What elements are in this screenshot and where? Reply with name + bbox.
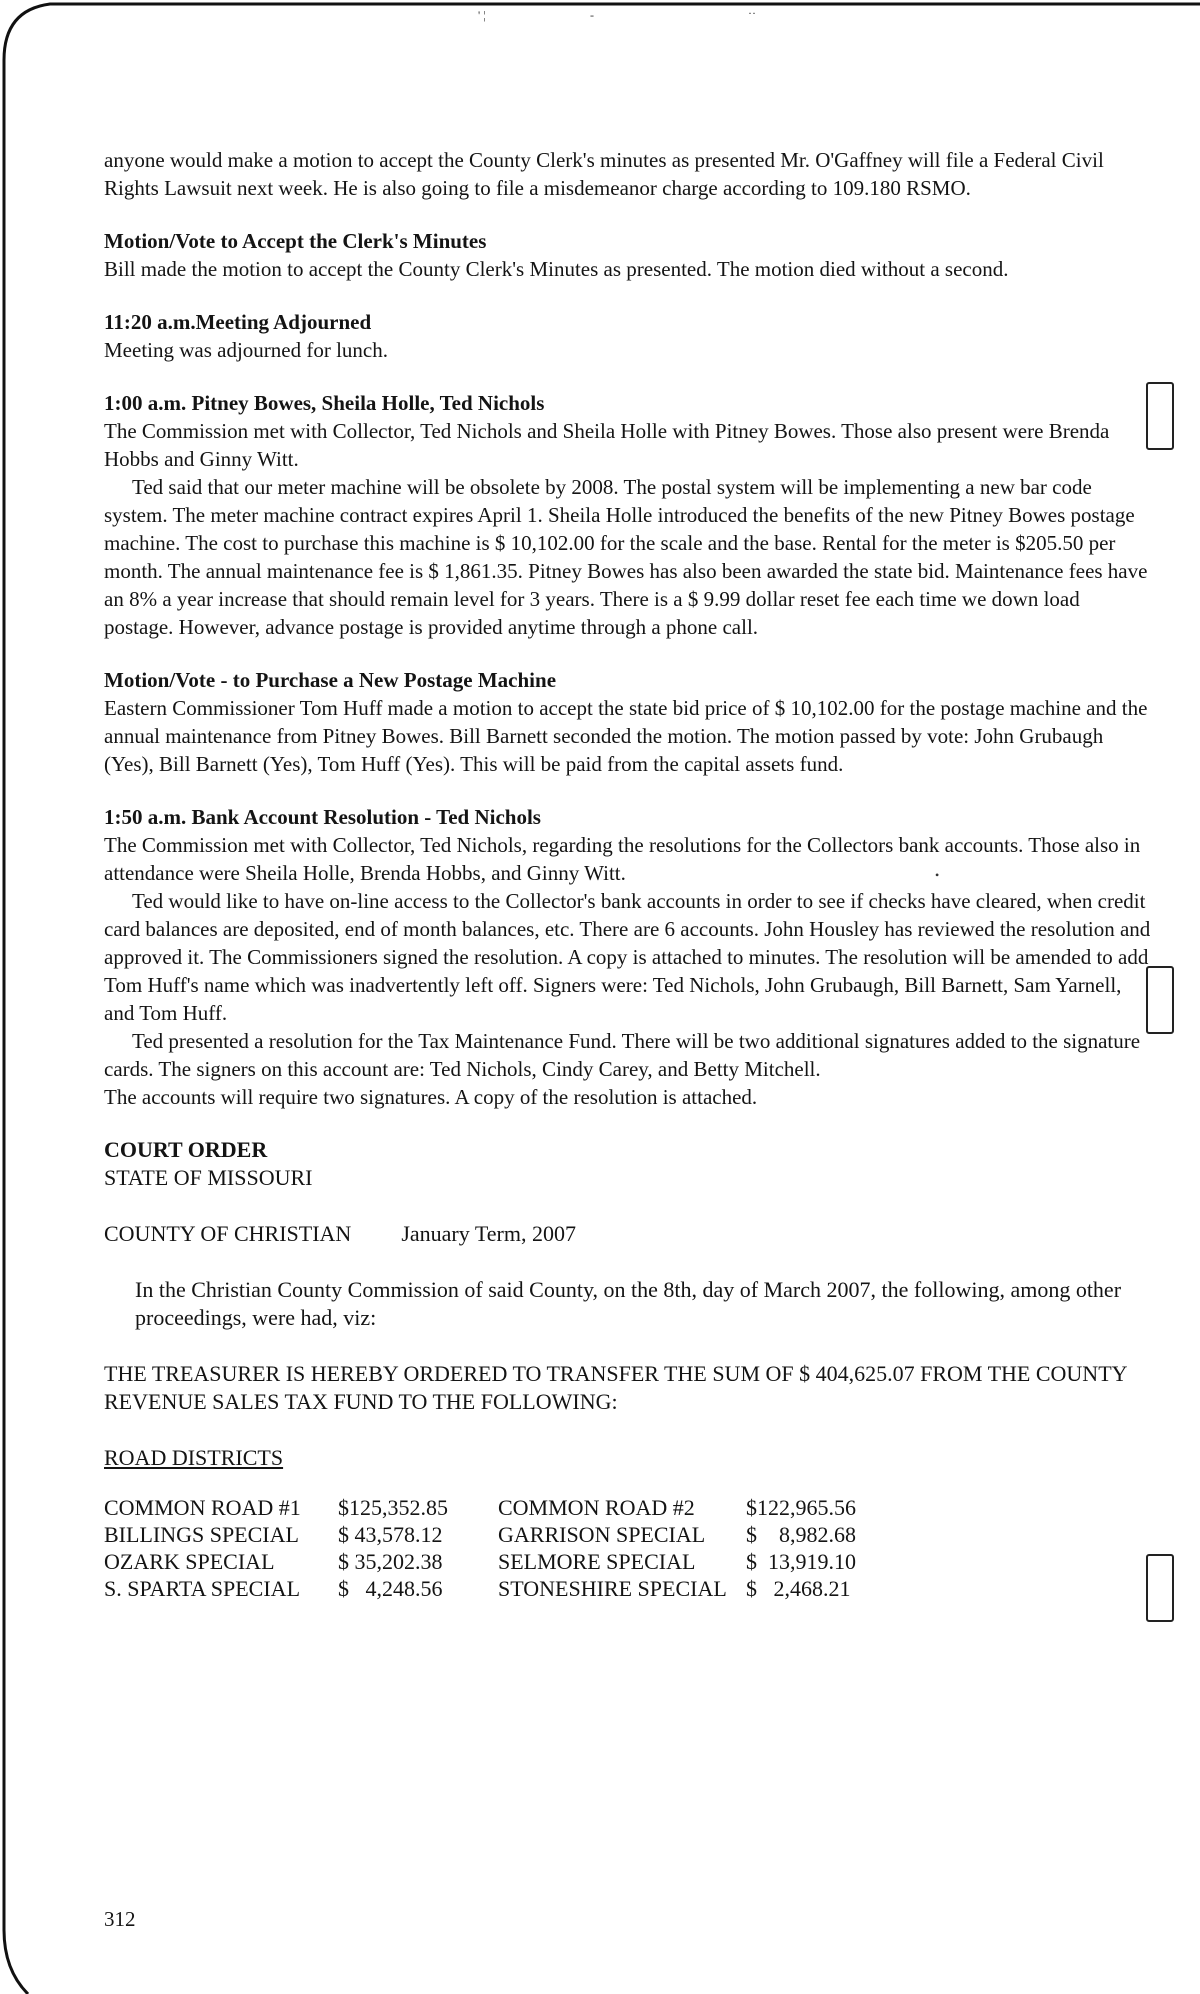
- section-adjourned: [104, 308, 1154, 364]
- road-districts-title: ROAD DISTRICTS: [104, 1445, 284, 1470]
- court-order-title: COURT ORDER: [104, 1137, 268, 1162]
- section-text: Eastern Commissioner Tom Huff made a motion to accept the state bid price of $ 10,102.00 for the postage machine and the annual maintenance from Pitney Bowes. Bill Barnett seconded the motion. The motion passed by vote: John Grubaugh (Yes), Bill Barnett (Yes), Tom Huff (Yes). This will be paid from the capital assets fund.: [104, 696, 1148, 776]
- scan-speck: ··: [748, 6, 756, 20]
- district-name: COMMON ROAD #2: [498, 1495, 695, 1520]
- court-order-state: STATE OF MISSOURI: [104, 1165, 313, 1190]
- district-amount: $ 13,919.10: [746, 1549, 856, 1574]
- continued-text: anyone would make a motion to accept the County Clerk's minutes as presented Mr. O'Gaffney will file a Federal Civil Rights Lawsuit next week. He is also going to file a misdemeanor charge according to 109.180 RSMO.: [104, 148, 1104, 200]
- district-name: BILLINGS SPECIAL: [104, 1522, 299, 1547]
- district-name: COMMON ROAD #1: [104, 1495, 301, 1520]
- road-district-row: [104, 1494, 876, 1521]
- section-text: The Commission met with Collector, Ted Nichols, regarding the resolutions for the Collectors bank accounts. Those also in attendance were Sheila Holle, Brenda Hobbs, and Ginny Witt.: [104, 833, 1141, 885]
- section-pitney-bowes: [104, 389, 1154, 641]
- page-number: 312: [104, 1907, 136, 1931]
- section-text: Meeting was adjourned for lunch.: [104, 338, 389, 362]
- minutes-content: [104, 146, 1154, 1602]
- section-heading: 1:50 a.m. Bank Account Resolution - Ted Nichols: [104, 805, 541, 829]
- district-amount: $ 35,202.38: [338, 1549, 443, 1574]
- road-district-row: [104, 1575, 876, 1602]
- scan-speck: •: [935, 868, 940, 882]
- district-name: S. SPARTA SPECIAL: [104, 1576, 301, 1601]
- road-district-row: [104, 1521, 876, 1548]
- district-name: SELMORE SPECIAL: [498, 1549, 696, 1574]
- court-order-county: COUNTY OF CHRISTIAN: [104, 1221, 352, 1246]
- section-heading: Motion/Vote - to Purchase a New Postage Machine: [104, 668, 557, 692]
- district-amount: $125,352.85: [338, 1495, 448, 1520]
- court-order: [104, 1136, 1154, 1602]
- road-district-row: [104, 1548, 876, 1575]
- section-text: Ted would like to have on-line access to the Collector's bank accounts in order to see if checks have cleared, when credit card balances are deposited, end of month balances, etc. There are 6 accounts. John Housley has reviewed the resolution and approved it. The Commissioners signed the resolution. A copy is attached to minutes. The resolution will be amended to add Tom Huff's name which was inadvertently left off. Signers were: Ted Nichols, John Grubaugh, Bill Barnett, Sam Yarnell, and Tom Huff.: [104, 889, 1151, 1025]
- scan-speck: ' ¦: [478, 8, 486, 22]
- court-order-session: In the Christian County Commission of said County, on the 8th, day of March 2007, the following, among other proceedings, were had, viz:: [135, 1277, 1122, 1330]
- court-order-text: THE TREASURER IS HEREBY ORDERED TO TRANSFER THE SUM OF $ 404,625.07 FROM THE COUNTY REVENUE SALES TAX FUND TO THE FOLLOWING:: [104, 1361, 1127, 1414]
- section-text: Ted presented a resolution for the Tax Maintenance Fund. There will be two additional signatures added to the signature cards. The signers on this account are: Ted Nichols, Cindy Carey, and Betty Mitchell.: [104, 1029, 1141, 1081]
- district-name: GARRISON SPECIAL: [498, 1522, 706, 1547]
- continued-paragraph: [104, 146, 1154, 202]
- section-heading: 1:00 a.m. Pitney Bowes, Sheila Holle, Ted Nichols: [104, 391, 545, 415]
- section-bank-account: [104, 803, 1154, 1111]
- section-postage-vote: [104, 666, 1154, 778]
- section-text: Bill made the motion to accept the County Clerk's Minutes as presented. The motion died without a second.: [104, 257, 1009, 281]
- county-term-row: [104, 1220, 1154, 1248]
- district-amount: $ 8,982.68: [746, 1522, 856, 1547]
- district-amount: $ 43,578.12: [338, 1522, 443, 1547]
- scan-speck: -: [590, 8, 594, 22]
- section-text: The accounts will require two signatures. A copy of the resolution is attached.: [104, 1085, 758, 1109]
- district-amount: $ 4,248.56: [338, 1576, 443, 1601]
- road-districts-table: [104, 1494, 876, 1602]
- court-order-term: January Term, 2007: [401, 1221, 576, 1246]
- section-clerk-minutes: [104, 227, 1154, 283]
- section-text: The Commission met with Collector, Ted Nichols and Sheila Holle with Pitney Bowes. Those also present were Brenda Hobbs and Ginny Witt.: [104, 419, 1110, 471]
- district-name: STONESHIRE SPECIAL: [498, 1576, 727, 1601]
- district-name: OZARK SPECIAL: [104, 1549, 275, 1574]
- section-heading: Motion/Vote to Accept the Clerk's Minutes: [104, 229, 487, 253]
- district-amount: $122,965.56: [746, 1495, 856, 1520]
- section-text: Ted said that our meter machine will be obsolete by 2008. The postal system will be implementing a new bar code system. The meter machine contract expires April 1. Sheila Holle introduced the benefits of the new Pitney Bowes postage machine. The cost to purchase this machine is $ 10,102.00 for the scale and the base. Rental for the meter is $205.50 per month. The annual maintenance fee is $ 1,861.35. Pitney Bowes has also been awarded the state bid. Maintenance fees have an 8% a year increase that should remain level for 3 years. There is a $ 9.99 dollar reset fee each time we down load postage. However, advance postage is provided anytime through a phone call.: [104, 475, 1148, 639]
- district-amount: $ 2,468.21: [746, 1576, 851, 1601]
- section-heading: 11:20 a.m.Meeting Adjourned: [104, 310, 372, 334]
